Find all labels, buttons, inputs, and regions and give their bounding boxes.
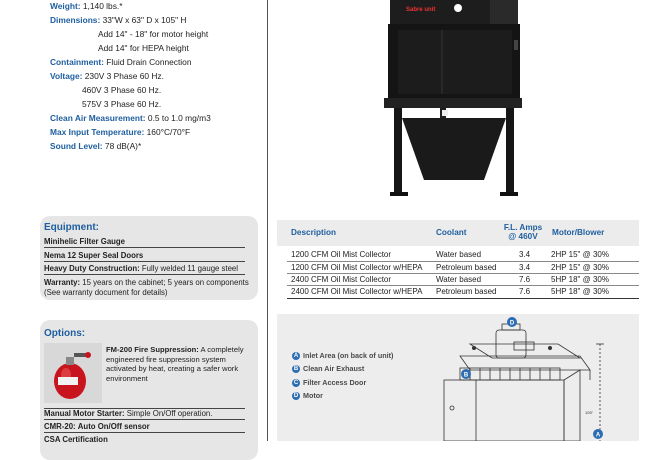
table-cell: Water based [436, 250, 482, 259]
row-divider [287, 298, 639, 299]
equipment-doors: Nema 12 Super Seal Doors [44, 251, 245, 262]
legend-item: C Filter Access Door [293, 378, 367, 387]
spec-voltage2: 460V 3 Phase 60 Hz. [82, 85, 162, 95]
diagram-label-d: D [509, 320, 515, 327]
table-cell: 2HP 15" @ 30% [551, 263, 609, 272]
brand-badge: Sabre unit [406, 7, 436, 13]
spec-dim-note2: Add 14" for HEPA height [98, 43, 189, 53]
legend-item: D Motor [293, 391, 323, 400]
spec-dimensions: Dimensions: 33"W x 63" D x 105" H [50, 15, 187, 25]
table-cell: 1200 CFM Oil Mist Collector w/HEPA [291, 263, 423, 272]
th-description: Description [291, 228, 337, 237]
table-cell: 7.6 [519, 275, 531, 284]
spec-sound: Sound Level: 78 dB(A)* [50, 141, 142, 151]
legend-item: A Inlet Area (on back of unit) [293, 351, 394, 360]
table-cell: 2400 CFM Oil Mist Collector w/HEPA [291, 287, 423, 296]
th-motor: Motor/Blower [552, 228, 605, 237]
equipment-warranty: Warranty: 15 years on the cabinet; 5 years on components (See warranty document for details) [44, 278, 249, 297]
equipment-gauge: Minihelic Filter Gauge [44, 237, 245, 248]
table-cell: 2400 CFM Oil Mist Collector [291, 275, 392, 284]
spec-voltage: Voltage: 230V 3 Phase 60 Hz. [50, 71, 164, 81]
table-cell: 3.4 [519, 263, 531, 272]
options-title: Options: [44, 328, 86, 339]
dimension-label: 105" [585, 410, 594, 415]
fire-extinguisher-photo [44, 343, 102, 403]
option-motor-starter: Manual Motor Starter: Simple On/Off operation. [44, 408, 245, 420]
table-cell: 1200 CFM Oil Mist Collector [291, 250, 392, 259]
table-cell: 3.4 [519, 250, 531, 259]
unit-line-diagram [430, 314, 639, 441]
table-cell: Petroleum based [436, 287, 497, 296]
table-cell: Petroleum based [436, 263, 497, 272]
spec-max-temp: Max Input Temperature: 160°C/70°F [50, 127, 191, 137]
table-cell: 7.6 [519, 287, 531, 296]
product-photo [380, 0, 530, 205]
spec-voltage3: 575V 3 Phase 60 Hz. [82, 99, 162, 109]
table-cell: 5HP 18" @ 30% [551, 287, 609, 296]
diagram-label-a: A [595, 432, 601, 439]
table-cell: 2HP 15" @ 30% [551, 250, 609, 259]
spec-clean-air: Clean Air Measurement: 0.5 to 1.0 mg/m3 [50, 113, 211, 123]
column-divider [267, 0, 268, 441]
th-amps: F.L. Amps @ 460V [503, 223, 543, 241]
table-cell: 5HP 18" @ 30% [551, 275, 609, 284]
option-fm200: FM-200 Fire Suppression: A completely engineered fire suppression system activated by heat, creating a safer work environment [106, 345, 244, 383]
legend-item: B Clean Air Exhaust [293, 364, 365, 373]
equipment-title: Equipment: [44, 222, 99, 233]
equipment-construction: Heavy Duty Construction: Fully welded 11 gauge steel [44, 264, 245, 275]
spec-weight: Weight: 1,140 lbs.* [50, 1, 123, 11]
table-cell: Water based [436, 275, 482, 284]
option-csa: CSA Certification [44, 435, 108, 444]
gauge-icon [454, 4, 462, 12]
th-coolant: Coolant [436, 228, 467, 237]
spec-containment: Containment: Fluid Drain Connection [50, 57, 192, 67]
spec-dim-note1: Add 14" - 18" for motor height [98, 29, 209, 39]
option-cmr20: CMR-20: Auto On/Off sensor [44, 422, 245, 433]
diagram-label-b: B [463, 372, 469, 379]
